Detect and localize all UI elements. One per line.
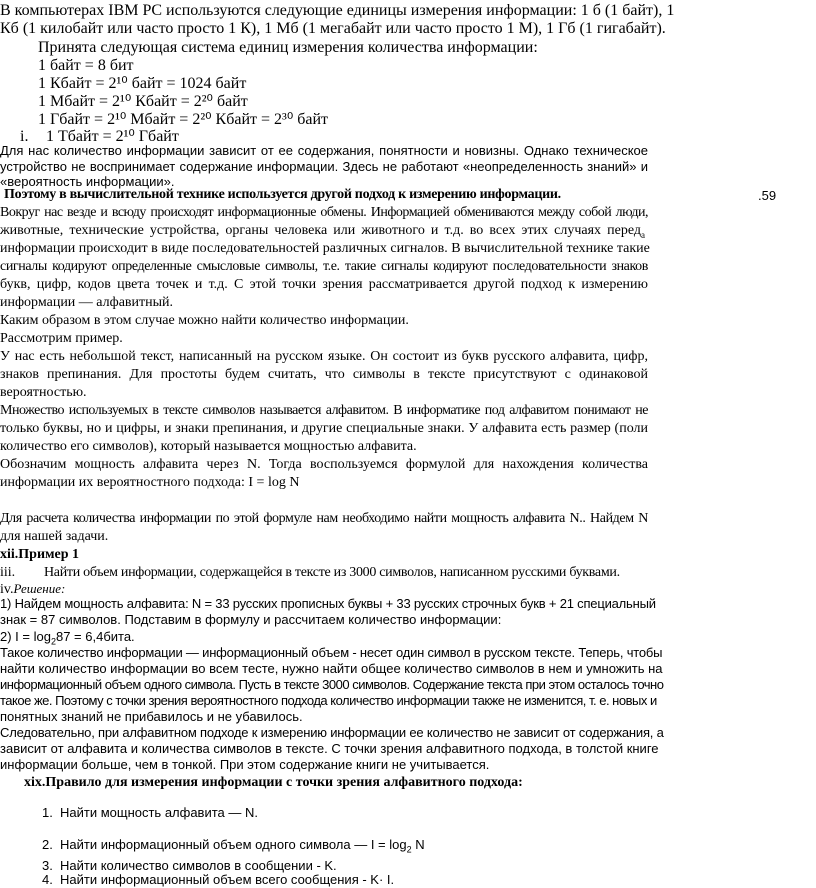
approach-line: Поэтому в вычислительной технике используется другой подход к измерению информации. [4,187,561,202]
para-signals-line-4: сигналы кодируют определенные смысловые символы, т.е. такие сигналы кодируют последовательности знаков [0,259,648,274]
solution-step2-prefix: 2) I = log [0,629,51,644]
step-2-sub: 2 [406,844,412,855]
example-task-marker: iii. [0,565,16,580]
para-signals-line-2-row [0,224,648,240]
rule-marker: xix. [24,775,46,790]
solution-step2-suffix: 87 = 6,4бита. [55,629,135,644]
solution-step1-line-2: знак = 87 символов. Подставим в формулу и рассчитаем количество информации: [0,612,502,627]
para-signals-line-5: букв, цифр, кодов цвета точек и т.д. С этой точки зрения рассматривается другой подход к измерению [0,277,648,292]
para-content-line-3: «вероятность информации». [0,174,175,189]
para-volume-line-5: понятных знаний не прибавилось и не убавилось. [0,709,303,724]
para-alphabet-line-1: Множество используемых в тексте символов называется алфавитом. В информатике под алфавитом понимают не [0,403,648,418]
step-3-number: 3. [42,858,53,873]
para-signals-line-3: информации происходит в виде последовательностей различных сигналов. В вычислительной технике такие [0,241,650,256]
step-3-text: Найти количество символов в сообщении - K. [60,858,337,873]
para-alphabet-line-2: только буквы, но и цифры, и знаки препинания, и другие специальные знаки. У алфавита есть размер (поли [0,421,648,436]
step-2-text [60,838,425,855]
para-volume-line-3: информационный объем одного символа. Пусть в тексте 3000 символов. Содержание текста при этом осталось точно [0,677,664,692]
example-marker: xii. [0,547,19,562]
question-line: Каким образом в этом случае можно найти количество информации. [0,313,409,328]
para-signals-line-6: информации — алфавитный. [0,295,174,310]
rule-heading [24,776,523,790]
para-conclusion-line-1: Следовательно, при алфавитном подходе к измерению информации ее количество не зависит от содержания, а [0,725,664,740]
para-formula-line-1: Обозначим мощность алфавита через N. Тогда воспользуемся формулой для нахождения количества [0,457,648,472]
intro-line-2: Кб (1 килобайт или часто просто 1 К), 1 Мб (1 мегабайт или часто просто 1 М), 1 Гб (1 гигабайт). [0,20,666,37]
step-2-number: 2. [42,837,53,852]
step-2-prefix: Найти информационный объем одного символа — I = log [60,837,407,852]
unit-tbyte: 1 Тбайт = 2¹⁰ Гбайт [46,128,179,145]
para-content-line-2: устройство не воспринимает содержание информации. Здесь не работают «неопределенность знаний» и [0,159,648,174]
step-4-number: 4. [42,872,53,887]
solution-step1-line-1: 1) Найдем мощность алфавита: N = 33 русских прописных буквы + 33 русских строчных букв + 21 специальный [0,596,656,611]
para-signals-line-2-sub: а [641,229,645,240]
para-text-line-2: знаков препинания. Для простоты будем считать, что символы в тексте присутствуют с одинаковой [0,367,648,382]
para-calc-line-1: Для расчета количества информации по этой формуле нам необходимо найти мощность алфавита N.. Найдем N [0,511,648,526]
para-conclusion-line-2: зависит от алфавита и количества символов в тексте. С точки зрения алфавитного подхода, в толстой книге [0,741,659,756]
solution-heading [0,582,65,597]
unit-mbyte: 1 Мбайт = 2¹⁰ Кбайт = 2²⁰ байт [38,93,248,110]
para-text-line-1: У нас есть небольшой текст, написанный на русском языке. Он состоит из букв русского алфавита, цифр, [0,349,648,364]
units-heading: Принята следующая система единиц измерения количества информации: [38,39,538,56]
step-2-suffix: N [411,837,425,852]
step-1-text: Найти мощность алфавита — N. [60,805,258,820]
step-4-text: Найти информационный объем всего сообщения - K· I. [60,872,395,887]
page-number: .59 [758,188,777,203]
para-content-line-1: Для нас количество информации зависит от ее содержания, понятности и новизны. Однако техническое [0,143,648,158]
example-heading [0,548,79,562]
para-text-line-3: вероятностью. [0,385,87,400]
step-1-number: 1. [42,805,53,820]
solution-label: Решение: [13,581,66,596]
para-calc-line-2: для нашей задачи. [0,529,109,544]
consider-line: Рассмотрим пример. [0,331,123,346]
intro-line-1: В компьютерах IBM PC используются следующие единицы измерения информации: 1 б (1 байт), 1 [0,2,675,19]
para-volume-line-2: найти количество информации во всем тесте, нужно найти общее количество символов в нем и умножить на [0,661,663,676]
example-task: Найти объем информации, содержащейся в тексте из 3000 символов, написанном русскими буквами. [44,565,620,580]
para-signals-line-1: Вокруг нас везде и всюду происходят информационные обмены. Информацией обмениваются между собой люди, [0,205,648,220]
example-title: Пример 1 [18,547,80,562]
para-conclusion-line-3: информации больше, чем в тонкой. При этом содержание книги не учитывается. [0,757,490,772]
para-volume-line-4: такое же. Поэтому с точки зрения вероятностного подхода количество информации также не изменится, т. е. новых и [0,693,657,708]
unit-byte: 1 байт = 8 бит [38,57,134,74]
solution-marker: iv. [0,582,14,597]
solution-step2-sub: 2 [50,636,56,647]
para-alphabet-line-3: количество его символов), который называется мощностью алфавита. [0,439,417,454]
para-volume-line-1: Такое количество информации — информационный объем - несет один символ в русском тексте. Теперь, чтобы [0,645,663,660]
unit-tbyte-marker: i. [20,128,29,145]
para-signals-line-2: животные, технические устройства, органы человека или животного и т.д. во всех этих случаях перед [0,223,641,238]
rule-title: Правило для измерения информации с точки зрения алфавитного подхода: [45,775,523,790]
unit-gbyte: 1 Гбайт = 2¹⁰ Мбайт = 2²⁰ Кбайт = 2³⁰ байт [38,111,329,128]
unit-kbyte: 1 Кбайт = 2¹⁰ байт = 1024 байт [38,75,247,92]
para-formula-line-2: информации их вероятностного подхода: I = log N [0,475,300,490]
